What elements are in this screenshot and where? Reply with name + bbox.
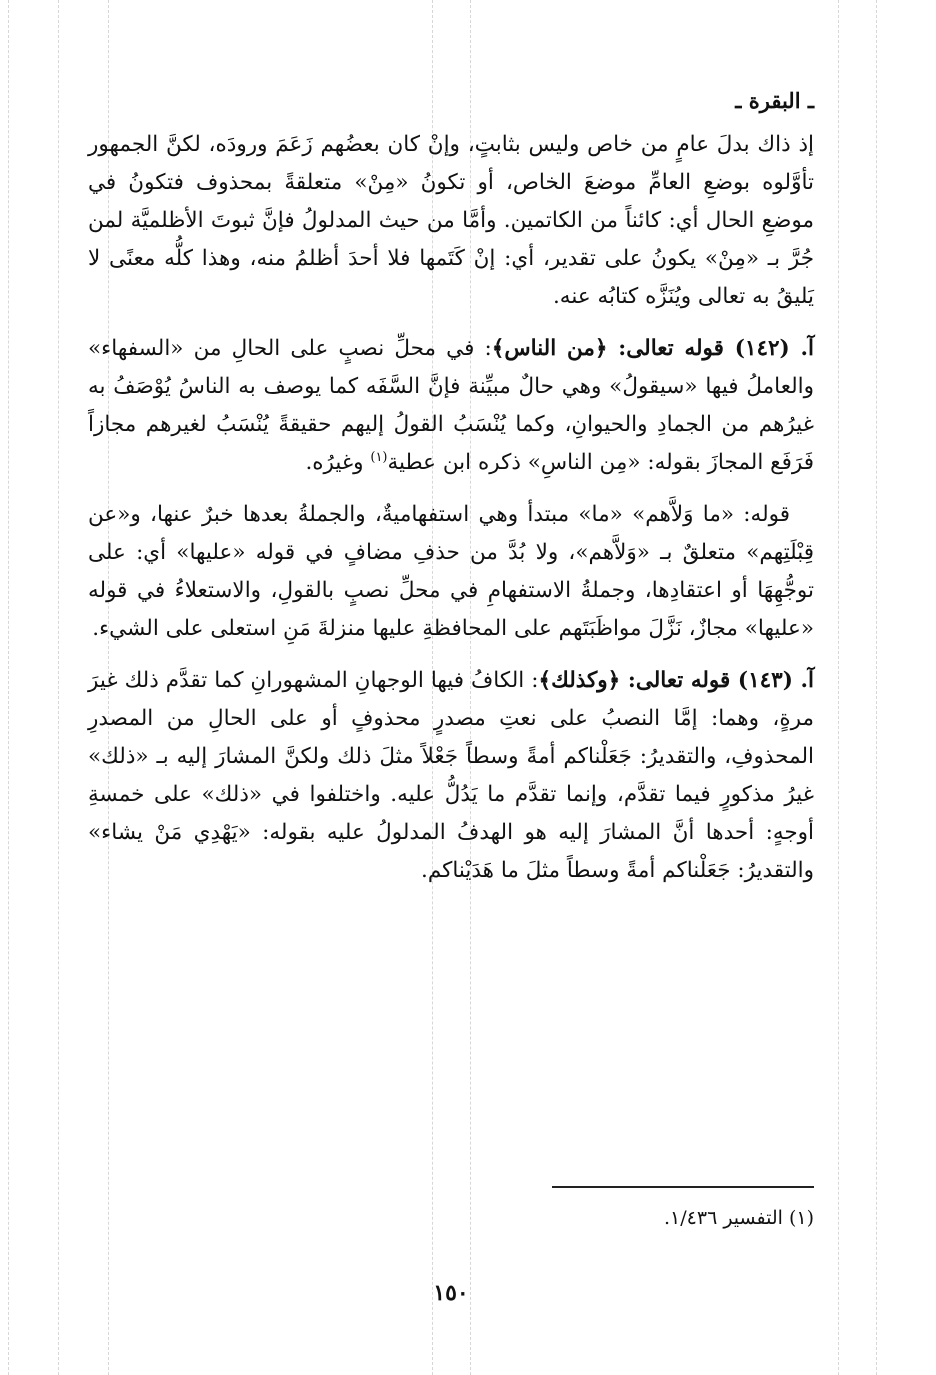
verse-heading-142: آ. (١٤٢) قوله تعالى: ﴿من الناس﴾ xyxy=(491,336,814,361)
verse-143-commentary: : الكافُ فيها الوجهانِ المشهورانِ كما تقدَّم ذلك غيرَ مرةٍ، وهما: إمَّا النصبُ على نعتِ مصدرٍ محذوفٍ أو على الحالِ من المصدرِ المحذوفِ، والتقديرُ: جَعَلْناكم أمةً وسطاً جَعْلاً مثلَ ذلك ولكنَّ المشارَ إليه بـ «ذلك» غيرُ مذكورٍ فيما تقدَّم، وإنما تقدَّم ما يَدُلُّ عليه. واختلفوا في «ذلك» على خمسةِ أوجهٍ: أحدها أنَّ المشارَ إليه هو الهدفُ المدلولُ عليه بقوله: «يَهْدِي مَنْ يشاء» والتقديرُ: جَعَلْناكم أمةً وسطاً مثلَ ما هَدَيْناكم. xyxy=(88,668,814,883)
footnote-marker[interactable]: (١) xyxy=(370,449,388,465)
scan-dashed-line xyxy=(8,0,9,1375)
paragraph-ma-wallahum: قوله: «ما وَلاَّهم» «ما» مبتدأ وهي استفهاميةٌ، والجملةُ بعدها خبرٌ عنها، و«عن قِبْلَتِهم» متعلقٌ بـ «وَلاَّهم»، ولا بُدَّ من حذفِ مضافٍ في قوله «عليها» أي: على توجُّهِهَا أو اعتقادِها، وجملةُ الاستفهامِ في محلِّ نصبٍ بالقولِ، والاستعلاءُ في قوله «عليها» مجازٌ، نَزَّلَ مواظَبَتَهم على المحافظةِ عليها منزلةَ مَنِ استعلى على الشيء. xyxy=(88,502,814,641)
paragraph-continuation: إذ ذاك بدلَ عامٍ من خاص وليس بثابتٍ، وإنْ كان بعضُهم زَعَمَ ورودَه، لكنَّ الجمهور تأوَّلوه بوضعِ العامِّ موضعَ الخاص، أو تكونُ «مِنْ» متعلقةً بمحذوف فتكونُ في موضعِ الحال أي: كائناً من الكاتمين. وأمَّا من حيث المدلولُ فإنَّ ثبوتَ الأظلميَّة لمن جُرَّ بـ «مِنْ» يكونُ على تقدير، أي: إنْ كَتَمها فلا أحدَ أظلمُ منه، وهذا كلُّه معنًى لا يَليقُ به تعالى ويُنَزَّه كتابُه عنه. xyxy=(88,132,814,309)
page-number: ١٥٠ xyxy=(433,1280,469,1306)
book-page xyxy=(88,82,814,1332)
running-header: ـ البقرة ـ xyxy=(735,88,814,113)
footnote: (١) التفسير ١/٤٣٦. xyxy=(664,1207,814,1229)
scan-dashed-line xyxy=(838,0,839,1375)
verse-142-commentary: : في محلِّ نصبٍ على الحالِ من «السفهاء» والعاملُ فيها «سيقولُ» وهي حالٌ مبيِّنة فإنَّ السَّفَه كما يوصف به الناسُ يُوْصَفُ به غيرُهم من الجمادِ والحيوانِ، وكما يُنْسَبُ القولُ إليهم حقيقةً يُنْسَبُ لغيرهم مجازاً فَرَفَع المجازَ بقوله: «مِن الناسِ» ذكره ابن عطية xyxy=(88,336,814,475)
verse-142-tail: وغيرُه. xyxy=(305,450,371,475)
paragraph-verse-143 xyxy=(88,662,814,890)
scan-dashed-line xyxy=(876,0,877,1375)
paragraph-verse-142 xyxy=(88,330,814,482)
verse-heading-143: آ. (١٤٣) قوله تعالى: ﴿وكذلك﴾ xyxy=(538,668,814,693)
footnote-divider xyxy=(552,1186,814,1188)
body-text xyxy=(88,126,814,904)
scan-dashed-line xyxy=(58,0,59,1375)
